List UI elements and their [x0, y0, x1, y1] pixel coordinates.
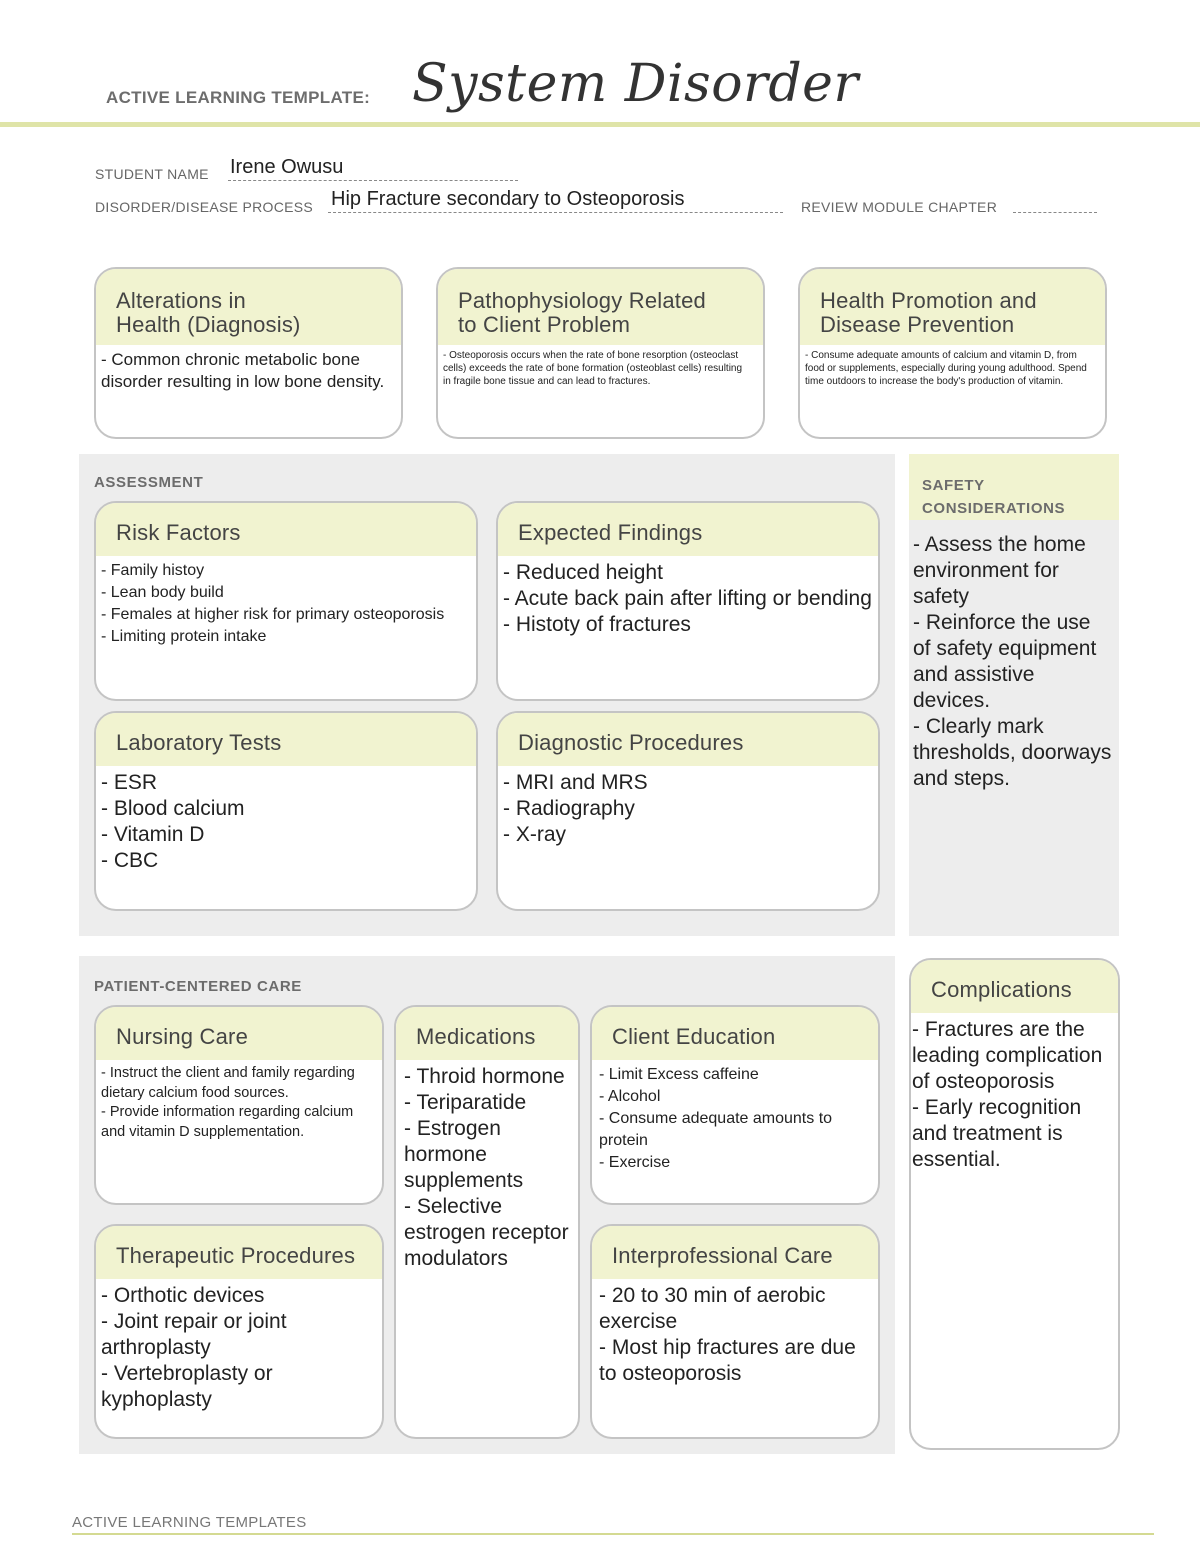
list-item: - MRI and MRS: [503, 771, 648, 794]
safety-list: [913, 532, 1113, 792]
diagnostic-procedures-title: Diagnostic Procedures: [498, 713, 878, 766]
medications-title: Medications: [396, 1007, 578, 1060]
review-module-label: REVIEW MODULE CHAPTER: [801, 199, 998, 215]
disorder-value: Hip Fracture secondary to Osteoporosis: [331, 188, 685, 210]
safety-label-line1: SAFETY: [922, 477, 985, 494]
template-label: ACTIVE LEARNING TEMPLATE:: [106, 88, 371, 107]
risk-factors-title: Risk Factors: [96, 503, 476, 556]
nursing-care-title: Nursing Care: [96, 1007, 382, 1060]
pathophysiology-title-line1: Pathophysiology Related: [458, 288, 706, 313]
alterations-heading: [96, 269, 401, 345]
diagnostic-procedures-box: [496, 711, 880, 911]
list-item: - Clearly mark thresholds, doorways and steps.: [913, 715, 1112, 790]
list-item: - Vitamin D: [101, 823, 205, 846]
list-item: - Blood calcium: [101, 797, 245, 820]
complications-list: [911, 1013, 1118, 1179]
list-item: - Selective estrogen receptor modulators: [404, 1195, 569, 1270]
list-item: - Early recognition and treatment is essential.: [912, 1096, 1082, 1171]
list-item: - Histoty of fractures: [503, 613, 691, 636]
expected-findings-box: [496, 501, 880, 701]
health-promotion-title-line1: Health Promotion and: [820, 288, 1037, 313]
medications-list: [396, 1060, 578, 1278]
safety-label-line2: CONSIDERATIONS: [922, 500, 1066, 517]
list-item: - Radiography: [503, 797, 635, 820]
diagnostic-procedures-list: [498, 766, 878, 854]
footer-divider: [72, 1533, 1154, 1535]
list-item: - Alcohol: [599, 1088, 661, 1105]
pathophysiology-title-line2: to Client Problem: [458, 312, 631, 337]
complications-box: [909, 958, 1120, 1450]
client-education-box: [590, 1005, 880, 1205]
list-item: - Vertebroplasty or kyphoplasty: [101, 1362, 273, 1411]
pathophysiology-box: [436, 267, 765, 439]
list-item: - Reinforce the use of safety equipment and assistive devices.: [913, 611, 1097, 712]
list-item: - Estrogen hormone supplements: [404, 1117, 524, 1192]
student-name-label: STUDENT NAME: [95, 166, 209, 182]
student-name-field[interactable]: [228, 156, 518, 181]
list-item: - Most hip fractures are due to osteoporosis: [599, 1336, 856, 1385]
pathophysiology-text: - Osteoporosis occurs when the rate of bone resorption (osteoclast cells) exceeds the rate of bone formation (osteoblast cells) resulting in fragile bone tissue and can lead to fractures.: [443, 350, 743, 387]
list-item: - Teriparatide: [404, 1091, 527, 1114]
list-item: - Fractures are the leading complication of osteoporosis: [912, 1018, 1103, 1093]
alterations-title-line2: Health (Diagnosis): [116, 312, 301, 337]
list-item: - Joint repair or joint arthroplasty: [101, 1310, 287, 1359]
list-item: - 20 to 30 min of aerobic exercise: [599, 1284, 826, 1333]
client-education-list: [592, 1060, 878, 1180]
interprofessional-care-box: [590, 1224, 880, 1439]
pathophysiology-heading: [438, 269, 763, 345]
client-education-title: Client Education: [592, 1007, 878, 1060]
list-item: - Provide information regarding calcium and vitamin D supplementation.: [101, 1104, 354, 1140]
list-item: - Limit Excess caffeine: [599, 1066, 759, 1083]
list-item: - ESR: [101, 771, 158, 794]
list-item: - Exercise: [599, 1154, 671, 1171]
list-item: - Females at higher risk for primary osteoporosis: [101, 606, 445, 623]
interprofessional-care-list: [592, 1279, 878, 1393]
health-promotion-text: - Consume adequate amounts of calcium and vitamin D, from food or supplements, especially during young adulthood. Spend time outdoors to increase the body's production of vitamin.: [805, 350, 1087, 387]
list-item: - Family histoy: [101, 562, 205, 579]
list-item: - Acute back pain after lifting or bending: [503, 587, 872, 610]
therapeutic-procedures-box: [94, 1224, 384, 1439]
list-item: - Assess the home environment for safety: [913, 533, 1086, 608]
header-divider: [0, 122, 1200, 127]
list-item: - Limiting protein intake: [101, 628, 267, 645]
disorder-field[interactable]: [328, 188, 783, 213]
expected-findings-title: Expected Findings: [498, 503, 878, 556]
medications-box: [394, 1005, 580, 1439]
health-promotion-box: [798, 267, 1107, 439]
risk-factors-list: [96, 556, 476, 654]
alterations-text: - Common chronic metabolic bone disorder resulting in low bone density.: [101, 350, 385, 391]
safety-label: [922, 474, 1065, 520]
health-promotion-title-line2: Disease Prevention: [820, 312, 1015, 337]
alterations-box: [94, 267, 403, 439]
lab-tests-box: [94, 711, 478, 911]
health-promotion-heading: [800, 269, 1105, 345]
expected-findings-list: [498, 556, 878, 644]
alterations-title-line1: Alterations in: [116, 288, 246, 313]
lab-tests-list: [96, 766, 476, 880]
interprofessional-care-title: Interprofessional Care: [592, 1226, 878, 1279]
review-module-field[interactable]: [1013, 190, 1097, 213]
student-name-value: Irene Owusu: [230, 156, 344, 178]
risk-factors-box: [94, 501, 478, 701]
disorder-label: DISORDER/DISEASE PROCESS: [95, 199, 314, 215]
list-item: - Orthotic devices: [101, 1284, 265, 1307]
page-title: System Disorder: [412, 54, 859, 114]
patient-care-label: PATIENT-CENTERED CARE: [94, 978, 302, 995]
nursing-care-list: [96, 1060, 382, 1148]
complications-title: Complications: [911, 960, 1118, 1013]
list-item: - Throid hormone: [404, 1065, 565, 1088]
list-item: - CBC: [101, 849, 159, 872]
lab-tests-title: Laboratory Tests: [96, 713, 476, 766]
therapeutic-procedures-title: Therapeutic Procedures: [96, 1226, 382, 1279]
therapeutic-procedures-list: [96, 1279, 382, 1419]
assessment-label: ASSESSMENT: [94, 474, 204, 491]
footer-label: ACTIVE LEARNING TEMPLATES: [72, 1514, 307, 1531]
nursing-care-box: [94, 1005, 384, 1205]
list-item: - X-ray: [503, 823, 566, 846]
list-item: - Consume adequate amounts to protein: [599, 1110, 833, 1149]
list-item: - Reduced height: [503, 561, 663, 584]
list-item: - Instruct the client and family regarding dietary calcium food sources.: [101, 1065, 355, 1101]
list-item: - Lean body build: [101, 584, 224, 601]
